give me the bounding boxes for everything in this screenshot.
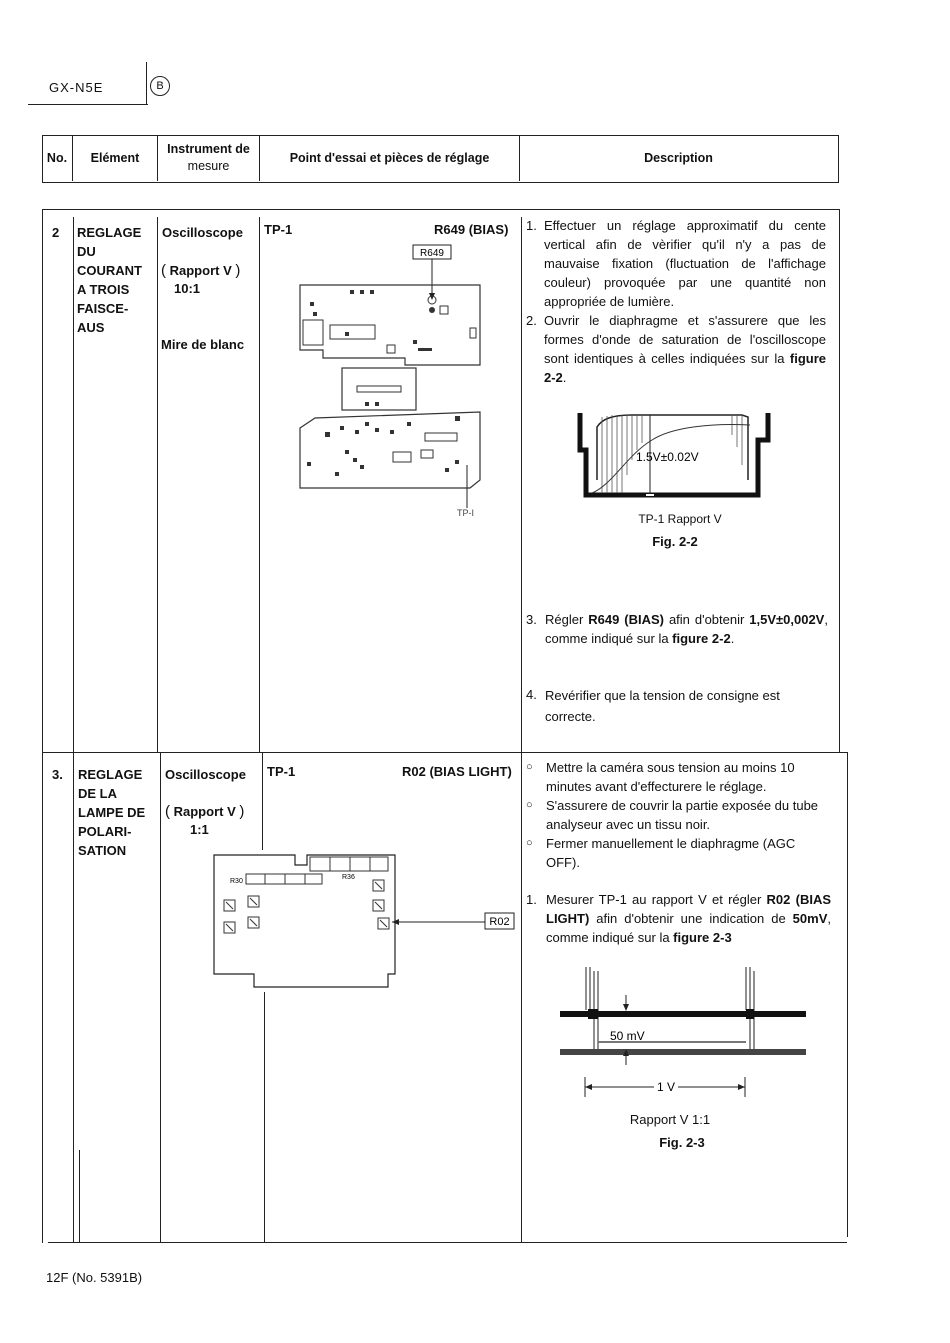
r649-callout-label: R649 [420, 248, 444, 259]
step-text: afin d'obtenir [664, 612, 750, 627]
step-number: 4. [526, 687, 537, 702]
bullet-text: Mettre la caméra sous tension au moins 10 minutes avant d'effecturere le réglage. [546, 760, 795, 794]
fig-2-3-caption: Rapport V 1:1 [629, 1112, 711, 1127]
region-badge: B [150, 76, 170, 96]
row3-element-line: LAMPE DE [78, 805, 146, 820]
step-text: , comme indiqué sur la [545, 612, 828, 646]
step-number: 1. [526, 218, 537, 233]
arrow-stem [79, 1150, 80, 1242]
control-ref: R649 (BIAS) [588, 612, 664, 627]
row3-element-line: REGLAGE [78, 767, 143, 782]
model-label: GX-N5E [49, 80, 104, 95]
row3-element-line: SATION [78, 843, 127, 858]
row2-pattern: Mire de blanc [161, 337, 245, 352]
row2-element-line: AUS [77, 320, 105, 335]
fig-2-3-v-label: 1 V [656, 1080, 676, 1094]
table-right-rule [839, 209, 840, 752]
row2-adjust: R649 (BIAS) [434, 222, 509, 237]
lower-board [300, 412, 480, 488]
col-instrument-line1: Instrument de [167, 142, 250, 156]
row3-ratio-label: Rapport V [173, 804, 236, 819]
step-text: , comme indiqué sur la [546, 911, 831, 945]
row3-element [78, 765, 145, 860]
bullet-icon: ○ [526, 761, 533, 773]
row3-bullet-3 [526, 834, 831, 872]
bullet-icon: ○ [526, 837, 533, 849]
target-voltage: 50mV [792, 911, 828, 926]
header-divider [146, 62, 147, 104]
row2-element-line: FAISCE- [77, 301, 129, 316]
row3-bullet-1 [526, 758, 831, 796]
row3-element-line: DE LA [78, 786, 117, 801]
r30-label: R30 [230, 878, 243, 885]
row2-tp: TP-1 [264, 222, 293, 237]
row2-element-line: COURANT [77, 263, 142, 278]
step-text: Régler [545, 612, 589, 627]
step-number: 3. [526, 612, 537, 627]
row2-instrument: Oscilloscope [162, 225, 243, 240]
instrument-column-rule [259, 217, 260, 752]
step-text: Effectuer un réglage approximatif du cente vertical afin de vèrifier qu'il n'y a pas de mauvaise fixation (fluctuation de l'affichage couleur) provoquée par une quantité non appropriée de lumière. [544, 218, 826, 309]
row3-no: 3. [52, 767, 63, 782]
target-voltage: 1,5V±0,002V [749, 612, 825, 627]
r02-callout-label: R02 [489, 916, 510, 928]
table-left-rule [42, 209, 43, 1243]
step-text-end: . [730, 631, 735, 646]
tp1-label: TP-I [457, 508, 474, 518]
row3-bullet-2 [526, 796, 831, 834]
row2-ratio: ( Rapport V ) [161, 262, 241, 279]
step-text-end: . [562, 370, 567, 385]
table-right-rule-row3 [847, 752, 848, 1237]
row2-element-line: REGLAGE [77, 225, 142, 240]
no-column-rule [73, 217, 74, 1243]
r36-label: R36 [342, 874, 355, 881]
col-instrument-line2: mesure [187, 159, 230, 173]
row2-element-line: A TROIS [77, 282, 130, 297]
figure-ref: figure 2-2 [672, 631, 731, 646]
row2-step2 [526, 311, 826, 387]
fig-2-3-mv-label: 50 mV [610, 1029, 645, 1043]
col-test-point: Point d'essai et pièces de réglage [289, 150, 490, 165]
col-element: Elément [90, 150, 140, 165]
figure-ref: figure 2-3 [673, 930, 732, 945]
instrument-column-rule-row3 [262, 752, 263, 850]
fig-2-2-title: Fig. 2-2 [652, 534, 698, 549]
pcb-diagram-r649 [295, 240, 490, 525]
fig-2-2-caption: TP-1 Rapport V [638, 512, 722, 526]
fig-2-3-waveform [556, 965, 812, 1100]
step-number: 2. [526, 313, 537, 328]
instrument-column-rule-row3-lower [264, 992, 265, 1242]
row2-element [77, 223, 142, 337]
row2-step1 [526, 216, 826, 311]
row3-ratio-value: 1:1 [190, 822, 209, 837]
step-text: Mesurer TP-1 au rapport V et régler [546, 892, 767, 907]
fig-2-2-voltage: 1.5V±0.02V [636, 450, 699, 464]
col-instrument [158, 135, 259, 181]
table-bottom-rule [48, 1242, 847, 1243]
col-no: No. [46, 150, 68, 165]
row2-ratio-label: Rapport V [169, 263, 232, 278]
row-separator [42, 752, 847, 753]
row3-instrument: Oscilloscope [165, 767, 246, 782]
element-column-rule-row3 [160, 752, 161, 1243]
step-text: afin d'obtenir une indication de [589, 911, 793, 926]
row2-no: 2 [52, 225, 60, 240]
row2-ratio-value: 10:1 [174, 281, 201, 296]
row2-step3 [526, 610, 828, 648]
description-column-rule [521, 217, 522, 1243]
step-text: Ouvrir le diaphragme et s'assurere que les formes d'onde de saturation de l'oscilloscope sont identiques à celles indiquées sur la [544, 313, 826, 366]
page-number: 12F (No. 5391B) [46, 1270, 143, 1285]
fig-2-3-title: Fig. 2-3 [659, 1135, 705, 1150]
bullet-text: S'assurere de couvrir la partie exposée du tube analyseur avec un tissu noir. [546, 798, 819, 832]
step-text: Revérifier que la tension de consigne est correcte. [545, 688, 780, 724]
row3-tp: TP-1 [267, 764, 296, 779]
col-description: Description [644, 150, 713, 165]
row3-step1 [526, 890, 831, 947]
row3-element-line: POLARI- [78, 824, 132, 839]
element-column-rule [157, 217, 158, 752]
control-ref: R02 (BIAS LIGHT) [546, 892, 832, 926]
fig-2-2-waveform [572, 405, 772, 505]
header-rule [28, 104, 148, 105]
bullet-text: Fermer manuellement le diaphragme (AGC OFF). [546, 836, 796, 870]
figure-ref: figure 2-2 [544, 351, 826, 385]
row3-ratio: ( Rapport V ) [165, 803, 245, 820]
row2-element-line: DU [77, 244, 96, 259]
row2-step4 [526, 685, 828, 727]
step-number: 1. [526, 892, 537, 907]
pcb-diagram-r02 [210, 852, 520, 992]
table-top-rule [42, 209, 839, 210]
row3-adjust: R02 (BIAS LIGHT) [402, 764, 512, 779]
bullet-icon: ○ [526, 799, 533, 811]
